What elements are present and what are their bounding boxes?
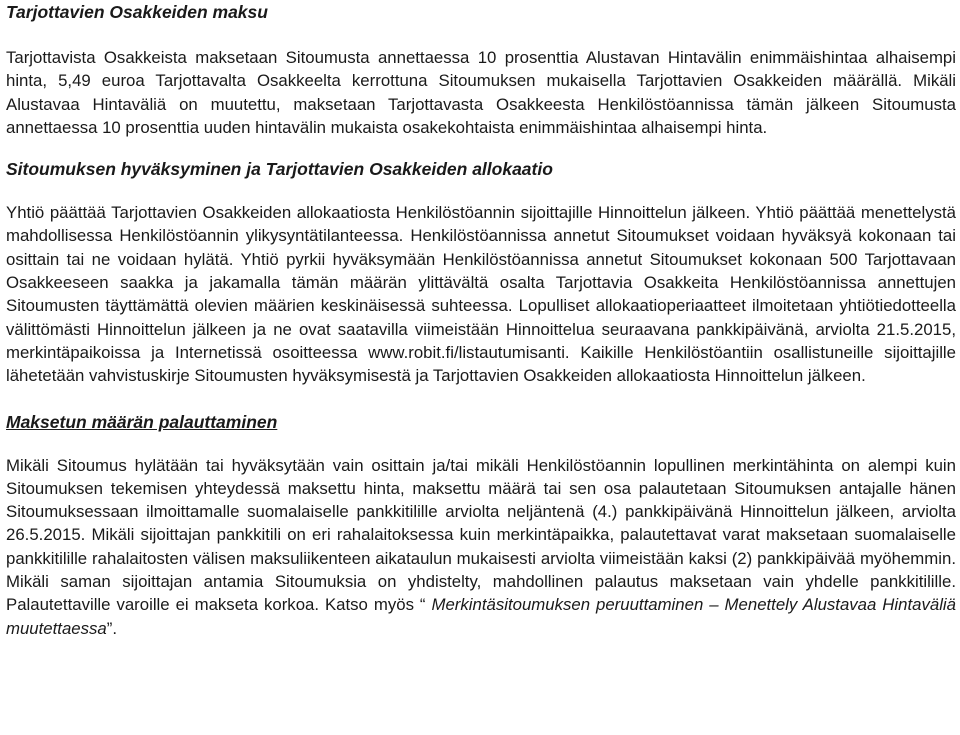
heading-payment: Tarjottavien Osakkeiden maksu <box>6 2 268 22</box>
heading-refund: Maksetun määrän palauttaminen <box>6 411 278 432</box>
paragraph-refund-main: Mikäli Sitoumus hylätään tai hyväksytään vain osittain ja/tai mikäli Henkilöstöannin lopullinen merkintähinta on alempi kuin Sitoumuksen tekemisen yhteydessä maksettu hinta, maksettu määrä tai sen osa palautetaan Sitoumuksen antajalle hänen Sitoumuksessaan ilmoittamalle suomalaiselle pankkitilille arviolta neljäntenä (4.) pankkipäivänä Hinnoittelun jälkeen, arviolta 26.5.2015. Mikäli sijoittajan pankkitili on eri rahalaitoksessa kuin merkintäpaikka, palautettavat varat maksetaan suomalaiselle pankkitilille rahalaitosten välisen maksuliikenteen aikataulun mukaisesti arviolta viimeistään kaksi (2) pankkipäivää myöhemmin. Mikäli saman sijoittajan antamia Sitoumuksia on yhdistelty, mahdollinen palautus maksetaan vain yhdelle pankkitilille. Palautettaville varoille ei makseta korkoa. Katso myös “ <box>6 455 956 615</box>
paragraph-allocation: Yhtiö päättää Tarjottavien Osakkeiden allokaatiosta Henkilöstöannin sijoittajille Hinnoittelun jälkeen. Yhtiö päättää menettelystä mahdollisessa Henkilöstöannin ylikysyntätilanteessa. Henkilöstöannissa annetut Sitoumukset voidaan hyväksyä kokonaan tai osittain tai ne voidaan hylätä. Yhtiö pyrkii hyväksymään Henkilöstöannissa annetut Sitoumukset kokonaan 500 Tarjottavaan Osakkeeseen saakka ja jakamalla tämän määrän ylittävältä osalta Tarjottavia Osakkeita Henkilöstöannissa annettujen Sitoumusten täyttämättä olevien määrien keskinäisessä suhteessa. Lopulliset allokaatioperiaatteet ilmoitetaan yhtiötiedotteella välittömästi Hinnoittelun jälkeen ja ne ovat saatavilla viimeistään Hinnoittelua seuraavana pankkipäivänä, arviolta 21.5.2015, merkintäpaikoissa ja Internetissä osoitteessa www.robit.fi/listautumisanti. Kaikille Henkilöstöantiin osallistuneille sijoittajille lähetetään vahvistuskirje Sitoumusten hyväksymisestä ja Tarjottavien Osakkeiden allokaatiosta Hinnoittelun jälkeen. <box>6 203 956 386</box>
paragraph-refund-end: ”. <box>106 618 118 638</box>
heading-allocation: Sitoumuksen hyväksyminen ja Tarjottavien Osakkeiden allokaatio <box>6 159 553 180</box>
paragraph-refund <box>6 454 956 640</box>
paragraph-refund-reference: Merkintäsitoumuksen peruuttaminen – Menettely Alustavaa Hintaväliä muutettaessa <box>6 595 956 638</box>
paragraph-payment: Tarjottavista Osakkeista maksetaan Sitoumusta annettaessa 10 prosenttia Alustavan Hintavälin enimmäishintaa alhaisempi hinta, 5,49 euroa Tarjottavalta Osakkeelta kerrottuna Sitoumuksen mukaisella Tarjottavien Osakkeiden määrällä. Mikäli Alustavaa Hintaväliä on muutettu, maksetaan Tarjottavasta Osakkeesta Henkilöstöannissa tämän jälkeen Sitoumusta annettaessa 10 prosenttia uuden hintavälin mukaista osakekohtaista enimmäishintaa alhaisempi hinta. <box>6 48 956 137</box>
